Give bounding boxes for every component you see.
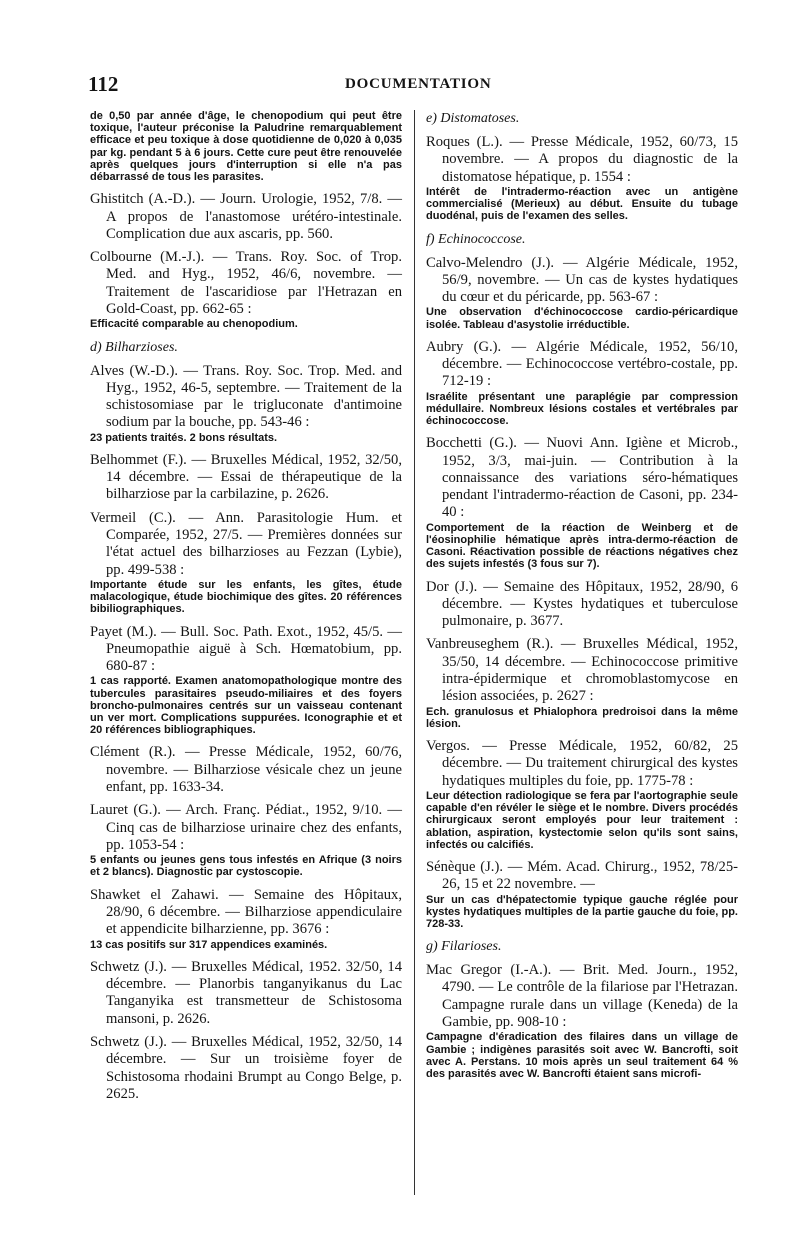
column-divider bbox=[414, 110, 415, 1195]
reference-citation: Clément (R.). — Presse Médicale, 1952, 60/76, novembre. — Bilharziose vésicale chez un jeune enfant, pp. 1633-34. bbox=[90, 744, 402, 796]
reference-abstract: Leur détection radiologique se fera par l'aortographie seule capable d'en révéler le siège et le nombre. Divers procédés chirurgicaux seront employés pour leur traitement : ablation, aspiration, kystectomie selon qu'ils sont sains, infectés ou calcifiés. bbox=[426, 789, 738, 851]
reference-entry bbox=[90, 887, 402, 951]
reference-entry bbox=[90, 802, 402, 878]
reference-citation: Ghistitch (A.-D.). — Journ. Urologie, 1952, 7/8. — A propos de l'anastomose urétéro-intestinale. Complication due aux ascaris, pp. 560. bbox=[90, 191, 402, 242]
reference-abstract: 5 enfants ou jeunes gens tous infestés en Afrique (3 noirs et 2 blancs). Diagnostic par cystoscopie. bbox=[90, 854, 402, 879]
reference-citation: Alves (W.-D.). — Trans. Roy. Soc. Trop. Med. and Hyg., 1952, 46-5, septembre. — Traitement de la schistosomiase par le trigluconate d'antimoine sodium par la bouche, pp. 543-46 : bbox=[90, 362, 402, 431]
right-column bbox=[426, 110, 738, 1088]
reference-abstract: Sur un cas d'hépatectomie typique gauche réglée pour kystes hydatiques multiples de la partie gauche du foie, pp. 728-33. bbox=[426, 893, 738, 930]
reference-entry bbox=[90, 510, 402, 616]
reference-abstract: Intérêt de l'intradermo-réaction avec un antigène commercialisé (Merieux) au début. Ensuite du tubage duodénal, puis de l'examen des selles. bbox=[426, 185, 738, 223]
reference-entry bbox=[426, 435, 738, 570]
reference-entry bbox=[90, 452, 402, 504]
reference-abstract: Efficacité comparable au chenopodium. bbox=[90, 318, 298, 331]
intro-paragraph: de 0,50 par année d'âge, le chenopodium qui peut être toxique, l'auteur préconise la Paludrine remarquablement efficace et peu toxique à dose quotidienne de 0,020 à 0,035 par kg. pendant 5 à 6 jours. Cette cure peut être renouvelée après quelques jours d'interruption si elle n'a pas débarrassé de tous les parasites. bbox=[90, 110, 402, 184]
reference-citation: Sénèque (J.). — Mém. Acad. Chirurg., 1952, 78/25-26, 15 et 22 novembre. — bbox=[426, 858, 738, 893]
reference-citation: Schwetz (J.). — Bruxelles Médical, 1952, 32/50, 14 décembre. — Sur un troisième foyer de Schistosoma rhodaini Brumpt au Congo Belge, p. 2625. bbox=[90, 1033, 402, 1102]
reference-citation: Vermeil (C.). — Ann. Parasitologie Hum. et Comparée, 1952, 27/5. — Premières données sur l'état actuel des bilharzioses au Fezzan (Lybie), pp. 499-538 : bbox=[90, 509, 402, 578]
section-heading-echinococcose: f) Echinococcose. bbox=[426, 231, 526, 247]
reference-abstract: Une observation d'échinococcose cardio-péricardique isolée. Tableau d'asystolie irréductible. bbox=[426, 306, 738, 331]
page-number: 112 bbox=[88, 72, 119, 96]
running-head: DOCUMENTATION bbox=[345, 76, 492, 92]
page-header bbox=[0, 72, 800, 102]
reference-abstract: Campagne d'éradication des filaires dans un village de Gambie ; indigènes parasités soit avec W. Bancrofti, soit avec A. Perstans. 10 mois après un seul traitement 64 % des parasités avec W. Bancrofti étaient sans microfi- bbox=[426, 1031, 738, 1080]
reference-entry bbox=[90, 191, 402, 243]
filariose-references bbox=[426, 962, 738, 1080]
reference-entry bbox=[90, 1034, 402, 1103]
reference-entry bbox=[426, 255, 738, 331]
reference-abstract: 23 patients traités. 2 bons résultats. bbox=[90, 431, 278, 444]
section-heading-distomatoses: e) Distomatoses. bbox=[426, 111, 520, 126]
reference-citation: Vergos. — Presse Médicale, 1952, 60/82, 25 décembre. — Du traitement chirurgical des kystes hydatiques multiples du foie, pp. 1775-78 : bbox=[426, 738, 738, 789]
reference-entry bbox=[90, 959, 402, 1028]
reference-abstract: Israélite présentant une paraplégie par compression médullaire. Nombreux lésions costales et vertébrales par échinococcose. bbox=[426, 390, 738, 428]
reference-citation: Schwetz (J.). — Bruxelles Médical, 1952. 32/50, 14 décembre. — Planorbis tanganyikanus du Lac Tanganyika est transmetteur de Schistosoma mansoni, p. 2626. bbox=[90, 958, 402, 1027]
reference-citation: Roques (L.). — Presse Médicale, 1952, 60/73, 15 novembre. — A propos du diagnostic de la distomatose hépatique, p. 1554 : bbox=[426, 134, 738, 185]
reference-entry bbox=[426, 636, 738, 730]
reference-citation: Belhommet (F.). — Bruxelles Médical, 1952, 32/50, 14 décembre. — Essai de thérapeutique de la bilharziose par la carbilazine, p. 2626. bbox=[90, 451, 402, 503]
section-heading-filarioses: g) Filarioses. bbox=[426, 939, 502, 955]
left-column bbox=[90, 110, 402, 1109]
reference-abstract: Importante étude sur les enfants, les gîtes, étude malacologique, étude biochimique des gîtes. 20 références bibiliographiques. bbox=[90, 578, 402, 616]
reference-abstract: 13 cas positifs sur 317 appendices examinés. bbox=[90, 938, 328, 951]
reference-entry bbox=[90, 744, 402, 796]
reference-abstract: Comportement de la réaction de Weinberg et de l'éosinophilie hématique après intra-dermo-réaction de Casoni. Réactivation possible de réactions négatives chez des sujets infestés (3 fous sur 7). bbox=[426, 521, 738, 571]
bilharziose-references bbox=[90, 363, 402, 1104]
reference-entry bbox=[426, 738, 738, 851]
reference-entry bbox=[90, 249, 402, 330]
echinococcose-references bbox=[426, 255, 738, 931]
reference-citation: Shawket el Zahawi. — Semaine des Hôpitaux, 28/90, 6 décembre. — Bilharziose appendiculaire et appendicite bilharzienne, pp. 3676 : bbox=[90, 886, 402, 938]
reference-entry bbox=[90, 363, 402, 444]
reference-entry bbox=[426, 134, 738, 223]
reference-citation: Dor (J.). — Semaine des Hôpitaux, 1952, 28/90, 6 décembre. — Kystes hydatiques et tuberculose pulmonaire, p. 3677. bbox=[426, 578, 738, 630]
reference-citation: Lauret (G.). — Arch. Franç. Pédiat., 1952, 9/10. — Cinq cas de bilharziose urinaire chez des enfants, pp. 1053-54 : bbox=[90, 802, 402, 853]
reference-entry bbox=[426, 859, 738, 930]
reference-entry bbox=[426, 962, 738, 1080]
reference-citation: Payet (M.). — Bull. Soc. Path. Exot., 1952, 45/5. — Pneumopathie aiguë à Sch. Hœmatobium, pp. 680-87 : bbox=[90, 623, 402, 675]
reference-abstract: 1 cas rapporté. Examen anatomopathologique montre des tubercules parasitaires pseudo-miliaires et des foyers broncho-pulmonaires centrés sur un vaisseau contenant un ver mort. Complications suppurées. Iconographie et et 20 références bibliographiques. bbox=[90, 675, 402, 737]
reference-citation: Vanbreuseghem (R.). — Bruxelles Médical, 1952, 35/50, 14 décembre. — Echinococcose primitive intra-épidermique et chromoblastomycose en lésion associées, p. 2627 : bbox=[426, 636, 738, 705]
reference-citation: Colbourne (M.-J.). — Trans. Roy. Soc. of Trop. Med. and Hyg., 1952, 46/6, novembre. — Traitement de l'ascaridiose par l'Hetrazan en Gold-Coast, pp. 662-65 : bbox=[90, 249, 402, 317]
reference-citation: Aubry (G.). — Algérie Médicale, 1952, 56/10, décembre. — Echinococcose vertébro-costale, pp. 712-19 : bbox=[426, 338, 738, 390]
reference-citation: Bocchetti (G.). — Nuovi Ann. Igiène et Microb., 1952, 3/3, mai-juin. — Contribution à la connaissance des variations séro-hématiques pendant l'intradermo-réaction de Casoni, pp. 234-40 : bbox=[426, 435, 738, 521]
reference-citation: Mac Gregor (I.-A.). — Brit. Med. Journ., 1952, 4790. — Le contrôle de la filariose par l'Hetrazan. Campagne rurale dans un village (Keneda) de la Gambie, pp. 908-10 : bbox=[426, 962, 738, 1031]
reference-citation: Calvo-Melendro (J.). — Algérie Médicale, 1952, 56/9, novembre. — Un cas de kystes hydatiques du cœur et du péricarde, pp. 563-67 : bbox=[426, 254, 738, 306]
ascaris-references bbox=[90, 191, 402, 330]
distomatose-references bbox=[426, 134, 738, 223]
reference-entry bbox=[90, 624, 402, 737]
reference-entry bbox=[426, 339, 738, 428]
reference-abstract: Ech. granulosus et Phialophora predroisoi dans la même lésion. bbox=[426, 705, 738, 730]
reference-entry bbox=[426, 579, 738, 631]
section-heading-bilharzioses: d) Bilharzioses. bbox=[90, 339, 178, 355]
